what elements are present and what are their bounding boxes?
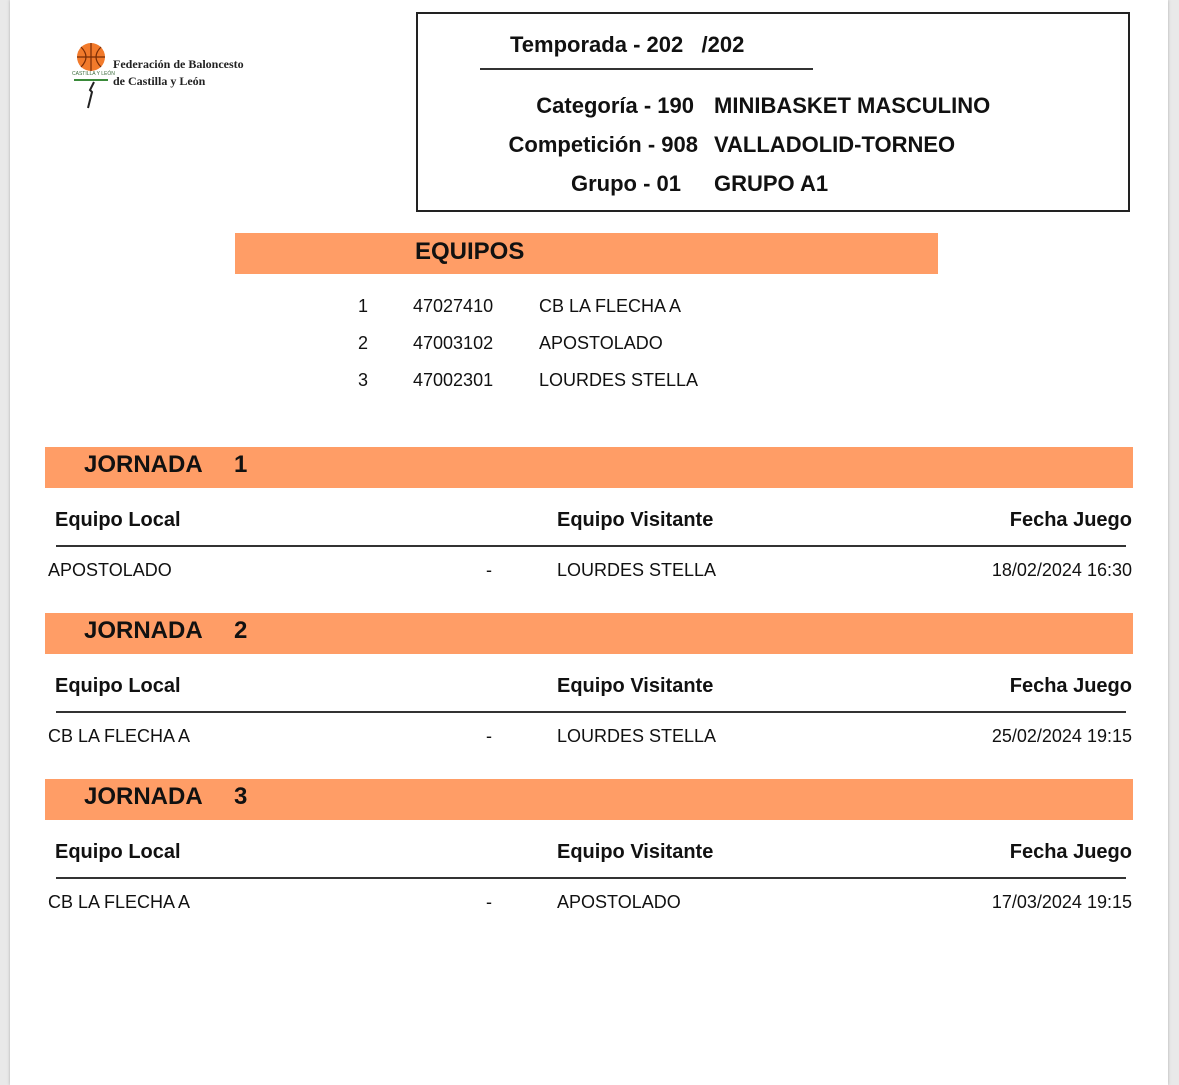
team-code: 47003102 bbox=[413, 333, 494, 353]
equipos-title: EQUIPOS bbox=[415, 238, 525, 265]
competicion-value: VALLADOLID-TORNEO bbox=[714, 132, 956, 157]
jornada-number: 1 bbox=[234, 451, 248, 478]
jornada-title: JORNADA bbox=[84, 617, 203, 644]
match-visitor-team: LOURDES STELLA bbox=[557, 560, 717, 580]
match-visitor-team: APOSTOLADO bbox=[557, 892, 681, 912]
match-separator: - bbox=[486, 560, 492, 580]
team-name: APOSTOLADO bbox=[539, 333, 663, 353]
header-equipo-local: Equipo Local bbox=[55, 509, 181, 531]
document-page bbox=[10, 0, 1168, 1085]
jornada-number: 3 bbox=[234, 783, 248, 810]
jornada-title: JORNADA bbox=[84, 451, 203, 478]
header-divider bbox=[56, 545, 1126, 547]
team-code: 47002301 bbox=[413, 370, 494, 390]
season-divider bbox=[480, 68, 813, 70]
match-date: 18/02/2024 16:30 bbox=[991, 560, 1132, 580]
logo-name-line2: de Castilla y León bbox=[113, 74, 206, 88]
jornada-number: 2 bbox=[234, 617, 248, 644]
team-number: 1 bbox=[358, 296, 369, 316]
match-local-team: CB LA FLECHA A bbox=[48, 726, 191, 746]
jornada-title: JORNADA bbox=[84, 783, 203, 810]
jornada-band bbox=[45, 779, 1133, 820]
equipos-band bbox=[235, 233, 938, 274]
basketball-logo-icon bbox=[72, 42, 112, 112]
categoria-label: Categoría - 190 bbox=[536, 93, 694, 118]
competicion-label: Competición - 908 bbox=[508, 132, 698, 157]
match-date: 17/03/2024 19:15 bbox=[991, 892, 1132, 912]
match-separator: - bbox=[486, 892, 492, 912]
team-name: CB LA FLECHA A bbox=[539, 296, 682, 316]
match-date: 25/02/2024 19:15 bbox=[991, 726, 1132, 746]
season-title: Temporada - 202 /202 bbox=[510, 32, 745, 57]
team-code: 47027410 bbox=[413, 296, 494, 316]
header-equipo-visitante: Equipo Visitante bbox=[557, 841, 714, 863]
header-fecha-juego: Fecha Juego bbox=[1009, 509, 1132, 531]
logo-name-line1: Federación de Baloncesto bbox=[113, 57, 244, 71]
header-fecha-juego: Fecha Juego bbox=[1009, 675, 1132, 697]
categoria-value: MINIBASKET MASCULINO bbox=[714, 93, 991, 118]
header-equipo-local: Equipo Local bbox=[55, 675, 181, 697]
team-number: 3 bbox=[358, 370, 369, 390]
match-local-team: APOSTOLADO bbox=[48, 560, 172, 580]
logo-name bbox=[113, 56, 244, 90]
header-divider bbox=[56, 711, 1126, 713]
team-number: 2 bbox=[358, 333, 369, 353]
header-equipo-visitante: Equipo Visitante bbox=[557, 675, 714, 697]
jornada-band bbox=[45, 613, 1133, 654]
match-visitor-team: LOURDES STELLA bbox=[557, 726, 717, 746]
grupo-label: Grupo - 01 bbox=[570, 171, 681, 196]
team-name: LOURDES STELLA bbox=[539, 370, 699, 390]
header-divider bbox=[56, 877, 1126, 879]
match-local-team: CB LA FLECHA A bbox=[48, 892, 191, 912]
match-separator: - bbox=[486, 726, 492, 746]
jornada-band bbox=[45, 447, 1133, 488]
header-equipo-visitante: Equipo Visitante bbox=[557, 509, 714, 531]
federation-logo bbox=[72, 42, 272, 112]
grupo-value: GRUPO A1 bbox=[714, 171, 829, 196]
logo-ring-text: CASTILLA Y LEÓN bbox=[72, 71, 115, 77]
header-equipo-local: Equipo Local bbox=[55, 841, 181, 863]
header-fecha-juego: Fecha Juego bbox=[1009, 841, 1132, 863]
